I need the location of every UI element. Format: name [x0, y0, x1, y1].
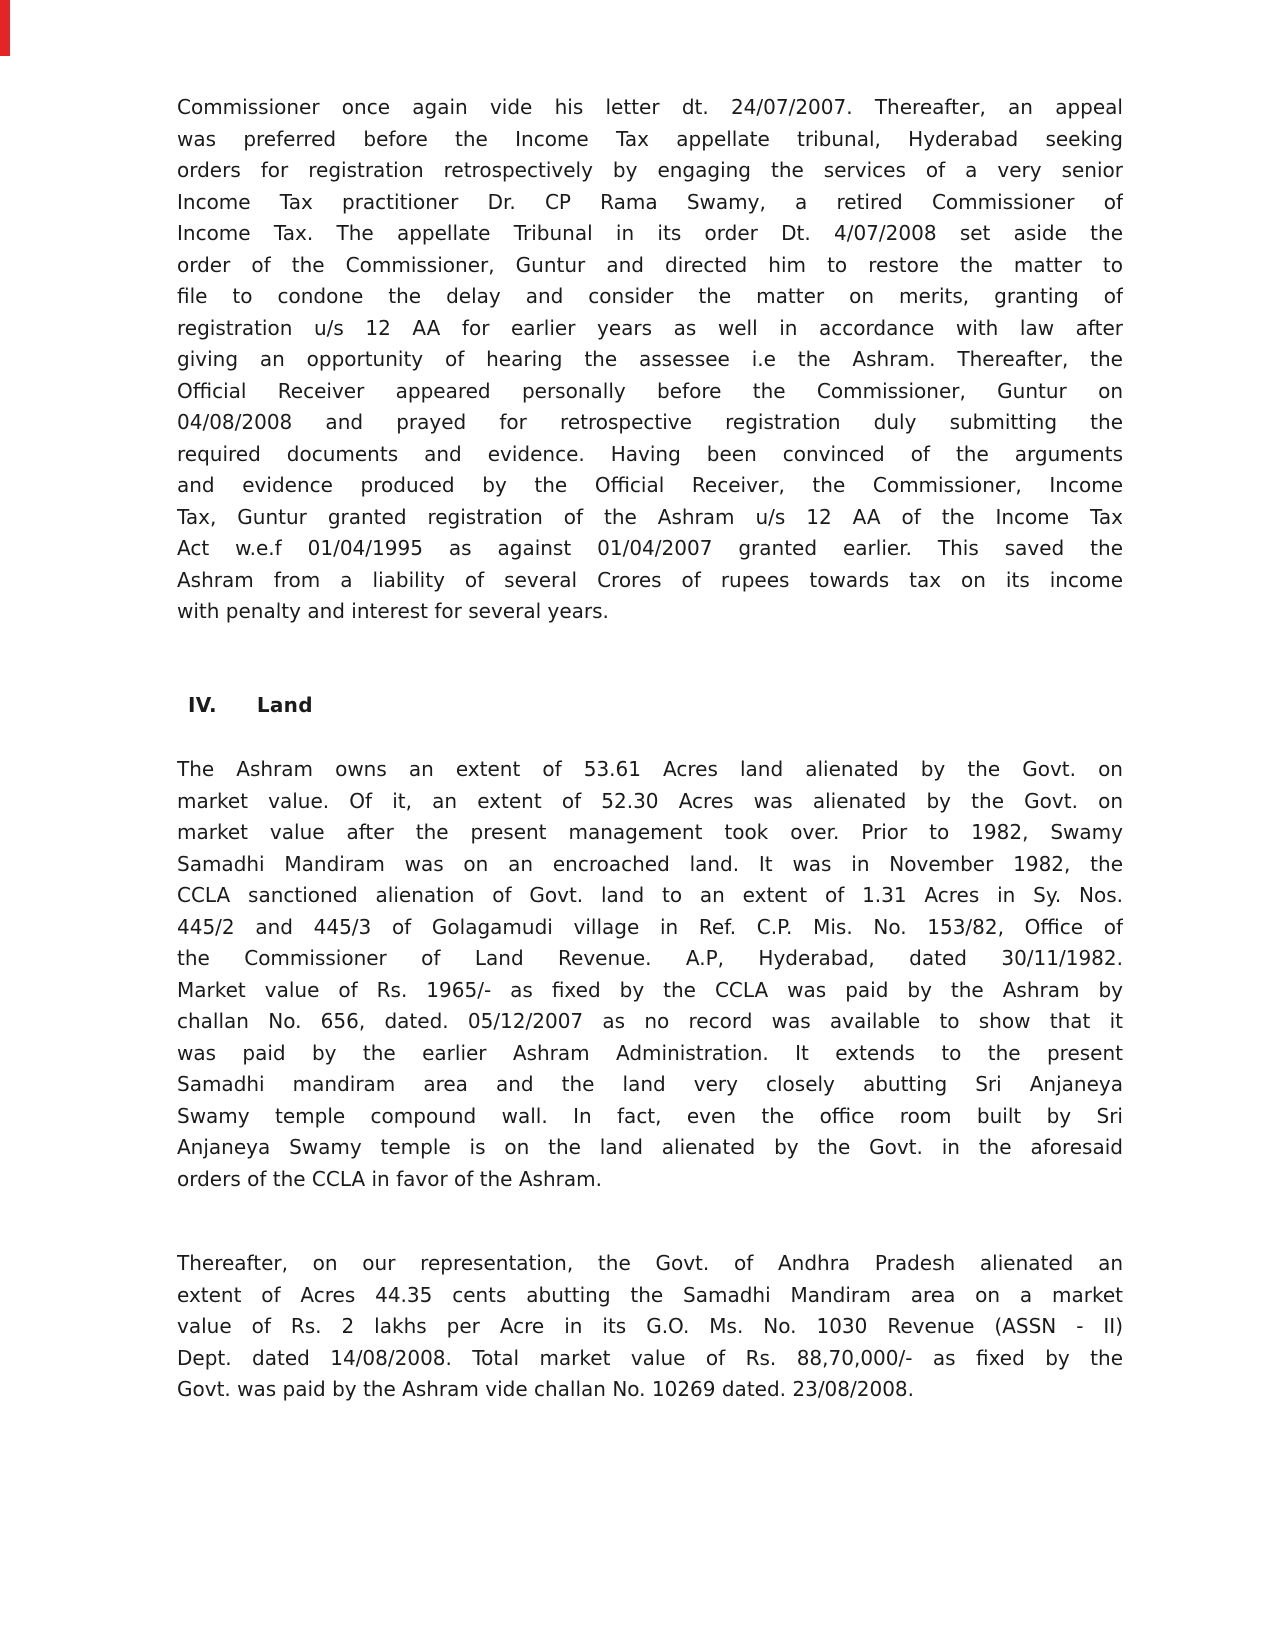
- page-content: [177, 0, 1123, 1406]
- text-line: was preferred before the Income Tax appellate tribunal, Hyderabad seeking: [177, 126, 1123, 151]
- text-line: The Ashram owns an extent of 53.61 Acres land alienated by the Govt. on: [177, 757, 1123, 781]
- section-title: Land: [256, 692, 313, 717]
- text-line: Act w.e.f 01/04/1995 as against 01/04/2007 granted earlier. This saved the: [177, 536, 1123, 560]
- text-line: CCLA sanctioned alienation of Govt. land to an extent of 1.31 Acres in Sy. Nos.: [177, 883, 1123, 907]
- red-edge-marker: [0, 0, 10, 56]
- paragraph-land-ownership: [177, 754, 1123, 1195]
- text-line: giving an opportunity of hearing the assessee i.e the Ashram. Thereafter, the: [177, 347, 1123, 371]
- text-line: Income Tax. The appellate Tribunal in its order Dt. 4/07/2008 set aside the: [177, 221, 1123, 245]
- section-heading-land: [177, 690, 1123, 722]
- text-line: Govt. was paid by the Ashram vide challan No. 10269 dated. 23/08/2008.: [177, 1377, 915, 1401]
- text-line: Dept. dated 14/08/2008. Total market value of Rs. 88,70,000/- as fixed by the: [177, 1345, 1123, 1370]
- text-line: value of Rs. 2 lakhs per Acre in its G.O. Ms. No. 1030 Revenue (ASSN - II): [177, 1314, 1123, 1338]
- text-line: order of the Commissioner, Guntur and directed him to restore the matter to: [177, 252, 1123, 277]
- text-line: required documents and evidence. Having been convinced of the arguments: [177, 441, 1123, 466]
- section-number: IV.: [188, 692, 217, 717]
- text-line: Official Receiver appeared personally before the Commissioner, Guntur on: [177, 378, 1123, 403]
- text-line: 445/2 and 445/3 of Golagamudi village in Ref. C.P. Mis. No. 153/82, Office of: [177, 914, 1123, 939]
- text-line: with penalty and interest for several years.: [177, 599, 609, 623]
- text-line: Samadhi mandiram area and the land very closely abutting Sri Anjaneya: [177, 1072, 1123, 1096]
- text-line: Market value of Rs. 1965/- as fixed by the CCLA was paid by the Ashram by: [177, 977, 1123, 1002]
- text-line: extent of Acres 44.35 cents abutting the Samadhi Mandiram area on a market: [177, 1282, 1123, 1307]
- paragraph-land-alienation: [177, 1248, 1123, 1406]
- text-line: Commissioner once again vide his letter dt. 24/07/2007. Thereafter, an appeal: [177, 95, 1123, 119]
- text-line: market value. Of it, an extent of 52.30 Acres was alienated by the Govt. on: [177, 788, 1123, 813]
- text-line: the Commissioner of Land Revenue. A.P, Hyderabad, dated 30/11/1982.: [177, 946, 1123, 970]
- text-line: and evidence produced by the Official Receiver, the Commissioner, Income: [177, 473, 1123, 497]
- text-line: Ashram from a liability of several Crores of rupees towards tax on its income: [177, 567, 1123, 592]
- text-line: Anjaneya Swamy temple is on the land alienated by the Govt. in the aforesaid: [177, 1135, 1123, 1159]
- text-line: Thereafter, on our representation, the Govt. of Andhra Pradesh alienated an: [177, 1251, 1123, 1275]
- text-line: market value after the present management took over. Prior to 1982, Swamy: [177, 820, 1123, 844]
- text-line: registration u/s 12 AA for earlier years as well in accordance with law after: [177, 315, 1123, 340]
- text-line: orders for registration retrospectively by engaging the services of a very senior: [177, 158, 1123, 182]
- text-line: orders of the CCLA in favor of the Ashram.: [177, 1166, 602, 1191]
- text-line: 04/08/2008 and prayed for retrospective registration duly submitting the: [177, 410, 1123, 434]
- text-line: Samadhi Mandiram was on an encroached land. It was in November 1982, the: [177, 851, 1123, 876]
- text-line: Swamy temple compound wall. In fact, even the office room built by Sri: [177, 1103, 1123, 1128]
- text-line: challan No. 656, dated. 05/12/2007 as no record was available to show that it: [177, 1009, 1123, 1033]
- paragraph-registration: [177, 92, 1123, 628]
- text-line: Tax, Guntur granted registration of the Ashram u/s 12 AA of the Income Tax: [177, 504, 1123, 529]
- text-line: was paid by the earlier Ashram Administration. It extends to the present: [177, 1040, 1123, 1065]
- text-line: Income Tax practitioner Dr. CP Rama Swamy, a retired Commissioner of: [177, 189, 1123, 214]
- text-line: file to condone the delay and consider the matter on merits, granting of: [177, 284, 1123, 308]
